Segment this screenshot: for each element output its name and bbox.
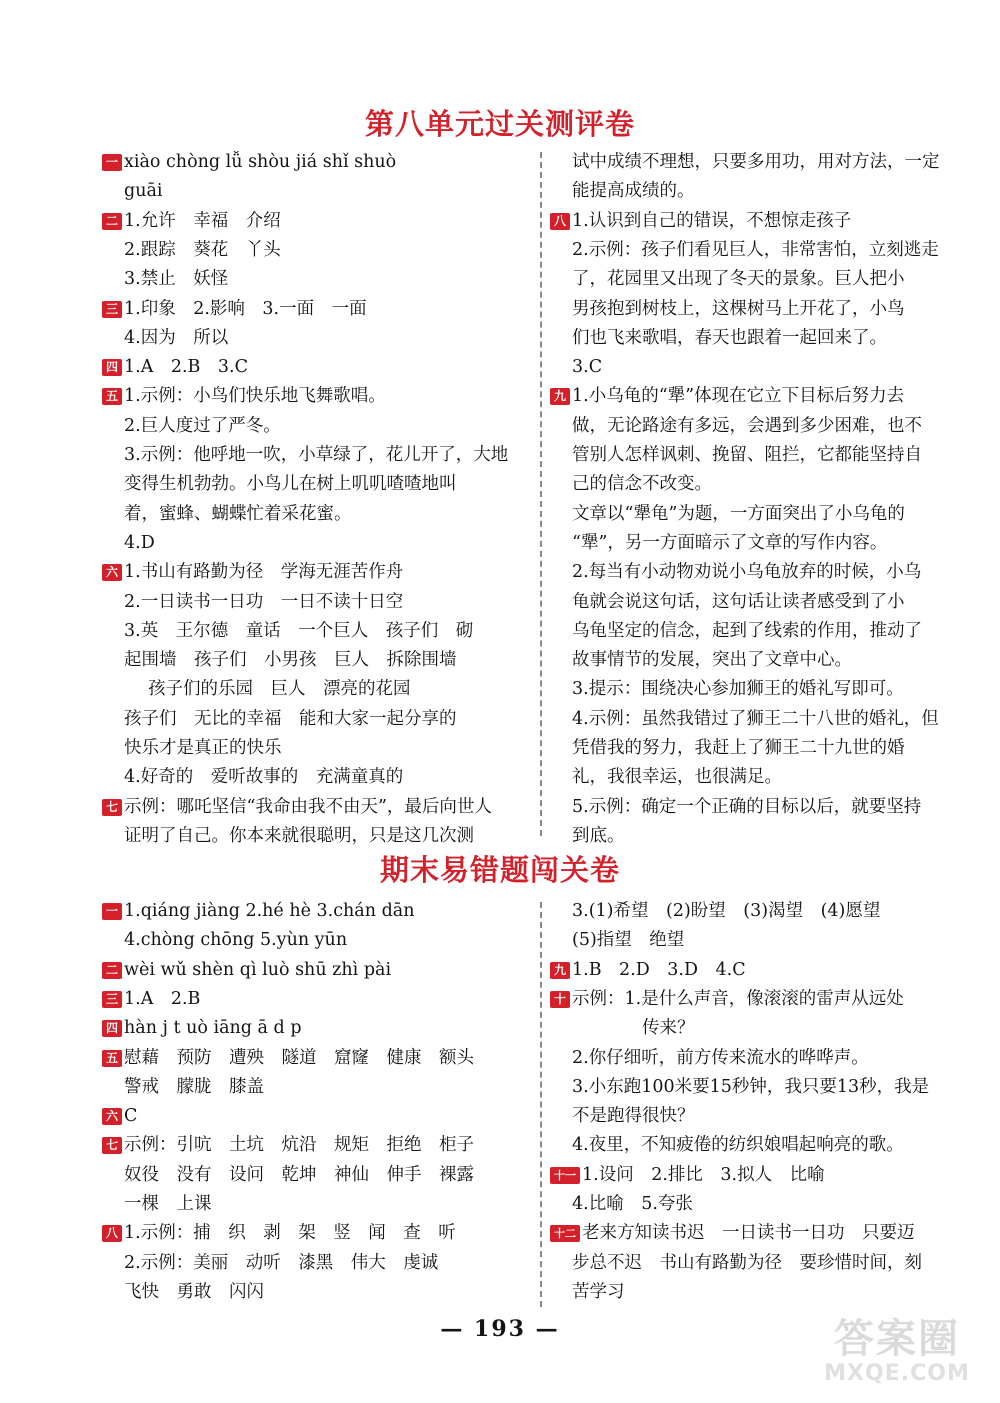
answer-text: “犟”，另一方面暗示了文章的写作内容。	[572, 532, 888, 553]
question-number-badge: 二	[102, 962, 122, 979]
answer-text: 奴役 没有 设问 乾坤 神仙 伸手 裸露	[124, 1164, 474, 1185]
answer-line	[102, 238, 281, 262]
answer-text: 起围墙 孩子们 小男孩 巨人 拆除围墙	[124, 650, 457, 671]
answer-text: 男孩抱到树枝上，这棵树马上开花了，小鸟	[572, 298, 905, 319]
section2-left-column	[102, 899, 532, 1309]
answer-text: 乌龟坚定的信念，起到了线索的作用，推动了	[572, 620, 922, 641]
answer-line	[102, 899, 414, 923]
answer-text: 4.D	[124, 532, 155, 553]
answer-text: 3.小东跑100米要15秒钟，我只要13秒，我是	[572, 1076, 930, 1097]
answer-line	[102, 179, 163, 203]
answer-line	[550, 1251, 922, 1275]
answer-text: 1.印象 2.影响 3.一面 一面	[124, 298, 367, 319]
answer-text: 1.B 2.D 3.D 4.C	[572, 959, 746, 980]
section2-title: 期末易错题闯关卷	[379, 853, 620, 887]
answer-text: 能提高成绩的。	[572, 181, 695, 202]
answer-text: 飞快 勇敢 闪闪	[124, 1281, 264, 1302]
answer-text: xiào chòng lǚ shòu jiá shǐ shuò	[124, 152, 397, 172]
answer-text: 1.小乌龟的“犟”体现在它立下目标后努力去	[572, 386, 905, 407]
answer-line	[550, 1280, 625, 1304]
page-number: — 193 —	[440, 1316, 560, 1342]
question-number-badge: 一	[102, 154, 122, 171]
answer-text: 3.C	[572, 357, 603, 378]
section1-left-column	[102, 150, 532, 846]
answer-line	[550, 209, 851, 233]
answer-line	[550, 928, 684, 952]
column-divider	[540, 902, 542, 1307]
answer-text: 礼，我很幸运，也很满足。	[572, 767, 782, 788]
section1-right-column	[550, 150, 980, 846]
answer-text: (5)指望 绝望	[572, 930, 685, 951]
answer-line	[550, 899, 880, 923]
answer-line	[550, 1221, 915, 1245]
answer-text: 到底。	[572, 825, 625, 846]
section2-right-column	[550, 899, 980, 1309]
answer-text: guāi	[124, 181, 163, 202]
answer-line	[102, 795, 492, 819]
answer-text: 1.认识到自己的错误，不想惊走孩子	[572, 210, 852, 231]
answer-line	[102, 1221, 456, 1245]
section1-title: 第八单元过关测评卷	[364, 107, 635, 141]
answer-text: 苦学习	[572, 1281, 625, 1302]
answer-text: 2.跟踪 葵花 丫头	[124, 239, 281, 260]
answer-text: hàn j t uò iāng ā d p	[124, 1018, 302, 1039]
answer-line	[550, 987, 904, 1011]
answer-line	[102, 590, 403, 614]
question-number-badge: 三	[102, 301, 122, 318]
answer-line	[102, 648, 457, 672]
answer-text: 3.示例：他呼地一吹，小草绿了，花儿开了，大地	[124, 445, 509, 465]
answer-text: 4.夜里，不知疲倦的纺织娘唱起响亮的歌。	[572, 1135, 904, 1156]
answer-text: 了，花园里又出现了冬天的景象。巨人把小	[572, 269, 905, 290]
answer-line	[102, 1046, 474, 1070]
answer-text: 不是跑得很快？	[572, 1106, 695, 1127]
answer-line	[102, 619, 473, 643]
question-number-badge: 四	[102, 359, 122, 376]
answer-text: 1.qiáng jiàng 2.hé hè 3.chán dān	[124, 901, 415, 921]
answer-text: 变得生机勃勃。小鸟儿在树上叽叽喳喳地叫	[124, 474, 457, 495]
question-number-badge: 五	[102, 1050, 122, 1067]
answer-text: 孩子们的乐园 巨人 漂亮的花园	[148, 679, 411, 700]
answer-text: 2.每当有小动物劝说小乌龟放弃的时候，小乌	[572, 562, 922, 583]
answer-text: 示例：引吭 土坑 炕沿 规矩 拒绝 柜子	[124, 1135, 474, 1156]
answer-line	[550, 1133, 904, 1157]
answer-line	[550, 1075, 929, 1099]
answer-line	[102, 297, 367, 321]
answer-text: 们也飞来歌唱，春天也跟着一起回来了。	[572, 327, 887, 348]
answer-text: 着，蜜蜂、蝴蝶忙着采花蜜。	[124, 503, 352, 524]
question-number-badge: 九	[550, 962, 570, 979]
answer-line	[102, 1163, 474, 1187]
answer-line	[102, 414, 281, 438]
answer-line	[102, 267, 228, 291]
answer-line	[550, 824, 625, 848]
answer-line	[102, 677, 411, 701]
question-number-badge: 七	[102, 799, 122, 816]
answer-line	[102, 1192, 212, 1216]
question-number-badge: 三	[102, 991, 122, 1008]
answer-text: 2.你仔细听，前方传来流水的哗哗声。	[572, 1047, 869, 1068]
answer-text: 慰藉 预防 遭殃 隧道 窟窿 健康 额头	[124, 1047, 474, 1068]
question-number-badge: 六	[102, 564, 122, 581]
answer-line	[102, 928, 347, 952]
answer-line	[550, 648, 852, 672]
answer-line	[550, 619, 922, 643]
answer-text: 步总不迟 书山有路勤为径 要珍惜时间，刻	[572, 1252, 922, 1273]
answer-line	[550, 531, 887, 555]
answer-line	[102, 443, 508, 467]
answer-line	[102, 958, 391, 982]
answer-line	[102, 736, 282, 760]
answer-line	[550, 795, 921, 819]
answer-line	[550, 958, 746, 982]
answer-line	[102, 1280, 264, 1304]
question-number-badge: 四	[102, 1020, 122, 1037]
answer-line	[550, 707, 939, 731]
answer-text: 1.示例：捕 织 剥 架 竖 闻 查 听	[124, 1223, 456, 1244]
answer-line	[550, 150, 940, 174]
answer-text: 2.一日读书一日功 一日不读十日空	[124, 591, 404, 612]
answer-line	[102, 824, 474, 848]
answer-line	[550, 414, 922, 438]
answer-text: C	[124, 1106, 138, 1127]
answer-text: 1.A 2.B	[124, 988, 201, 1009]
question-number-badge: 十	[550, 991, 570, 1008]
answer-text: 2.示例：美丽 动听 漆黑 伟大 虔诚	[124, 1252, 439, 1273]
answer-line	[102, 1251, 438, 1275]
answer-text: 4.示例：虽然我错过了狮王二十八世的婚礼，但	[572, 708, 939, 729]
answer-line	[550, 1104, 695, 1128]
answer-text: 2.巨人度过了严冬。	[124, 415, 281, 436]
answer-text: 孩子们 无比的幸福 能和大家一起分享的	[124, 708, 457, 729]
answer-line	[550, 502, 905, 526]
answer-line	[550, 384, 904, 408]
answer-line	[550, 443, 922, 467]
answer-text: 3.英 王尔德 童话 一个巨人 孩子们 砌	[124, 620, 474, 641]
answer-line	[102, 150, 396, 174]
answer-text: 管别人怎样讽刺、挽留、阻拦，它都能坚持自	[572, 445, 922, 465]
answer-line	[550, 472, 712, 496]
answer-text: 警戒 朦胧 膝盖	[124, 1076, 264, 1097]
answer-line	[550, 1163, 825, 1187]
answer-line	[550, 355, 602, 379]
answer-line	[102, 1133, 474, 1157]
question-number-badge: 十二	[550, 1225, 580, 1242]
question-number-badge: 一	[102, 903, 122, 920]
watermark-text: 答案圈	[834, 1316, 960, 1362]
answer-text: 3.提示：围绕决心参加狮王的婚礼写即可。	[572, 679, 904, 700]
question-number-badge: 二	[102, 213, 122, 230]
answer-text: 老来方知读书迟 一日读书一日功 只要迈	[582, 1223, 915, 1244]
answer-text: 3.禁止 妖怪	[124, 269, 229, 290]
answer-text: 快乐才是真正的快乐	[124, 738, 282, 758]
answer-line	[102, 531, 155, 555]
answer-line	[102, 502, 352, 526]
answer-text: 示例：哪吒坚信“我命由我不由天”，最后向世人	[124, 796, 492, 817]
answer-text: 4.好奇的 爱听故事的 充满童真的	[124, 767, 404, 788]
answer-text: wèi wǔ shèn qì luò shū zhì pài	[124, 959, 392, 980]
answer-text: 传来？	[642, 1018, 695, 1039]
answer-line	[102, 765, 403, 789]
answer-line	[550, 238, 939, 262]
question-number-badge: 六	[102, 1108, 122, 1125]
answer-line	[550, 1016, 695, 1040]
answer-line	[102, 1075, 264, 1099]
answer-text: 故事情节的发展，突出了文章中心。	[572, 650, 852, 671]
answer-text: 文章以“犟龟”为题，一方面突出了小乌龟的	[572, 503, 905, 524]
answer-text: 1.设问 2.排比 3.拟人 比喻	[582, 1164, 825, 1185]
answer-line	[550, 297, 905, 321]
answer-line	[550, 267, 905, 291]
answer-text: 示例：1.是什么声音，像滚滚的雷声从远处	[572, 988, 904, 1009]
answer-text: 己的信念不改变。	[572, 474, 712, 495]
answer-line	[102, 355, 248, 379]
answer-text: 1.允许 幸福 介绍	[124, 210, 281, 231]
answer-line	[550, 179, 695, 203]
answer-line	[102, 1016, 302, 1040]
answer-line	[550, 1046, 869, 1070]
answer-line	[102, 1104, 137, 1128]
question-number-badge: 七	[102, 1137, 122, 1154]
answer-text: 2.示例：孩子们看见巨人，非常害怕，立刻逃走	[572, 239, 939, 260]
answer-text: 4.chòng chōng 5.yùn yūn	[124, 930, 348, 951]
answer-line	[102, 472, 457, 496]
answer-line	[550, 1192, 693, 1216]
answer-text: 4.因为 所以	[124, 327, 229, 348]
answer-line	[102, 987, 200, 1011]
answer-line	[102, 707, 457, 731]
answer-line	[102, 326, 228, 350]
answer-text: 做，无论路途有多远，会遇到多少困难，也不	[572, 415, 922, 436]
answer-line	[550, 326, 887, 350]
answer-text: 试中成绩不理想，只要多用功，用对方法，一定	[572, 152, 940, 172]
answer-line	[102, 384, 386, 408]
answer-text: 3.(1)希望 (2)盼望 (3)渴望 (4)愿望	[572, 901, 881, 921]
answer-text: 1.书山有路勤为径 学海无涯苦作舟	[124, 562, 404, 583]
answer-line	[550, 736, 905, 760]
watermark-url: MXQE.COM	[824, 1361, 970, 1386]
answer-line	[550, 677, 904, 701]
answer-text: 1.示例：小鸟们快乐地飞舞歌唱。	[124, 386, 386, 407]
question-number-badge: 九	[550, 388, 570, 405]
answer-line	[550, 590, 905, 614]
question-number-badge: 十一	[550, 1167, 580, 1184]
answer-text: 5.示例：确定一个正确的目标以后，就要坚持	[572, 796, 922, 817]
answer-line	[550, 560, 921, 584]
answer-text: 4.比喻 5.夸张	[572, 1194, 693, 1214]
question-number-badge: 八	[550, 213, 570, 230]
question-number-badge: 五	[102, 388, 122, 405]
answer-text: 1.A 2.B 3.C	[124, 357, 248, 378]
answer-text: 凭借我的努力，我赶上了狮王二十九世的婚	[572, 738, 905, 758]
answer-line	[102, 560, 403, 584]
answer-text: 龟就会说这句话，这句话让读者感受到了小	[572, 591, 905, 612]
answer-line	[102, 209, 281, 233]
question-number-badge: 八	[102, 1225, 122, 1242]
answer-text: 一棵 上课	[124, 1194, 212, 1214]
watermark-logo	[812, 1307, 982, 1395]
answer-text: 证明了自己。你本来就很聪明，只是这几次测	[124, 825, 474, 846]
column-divider	[540, 152, 542, 836]
answer-line	[550, 765, 782, 789]
